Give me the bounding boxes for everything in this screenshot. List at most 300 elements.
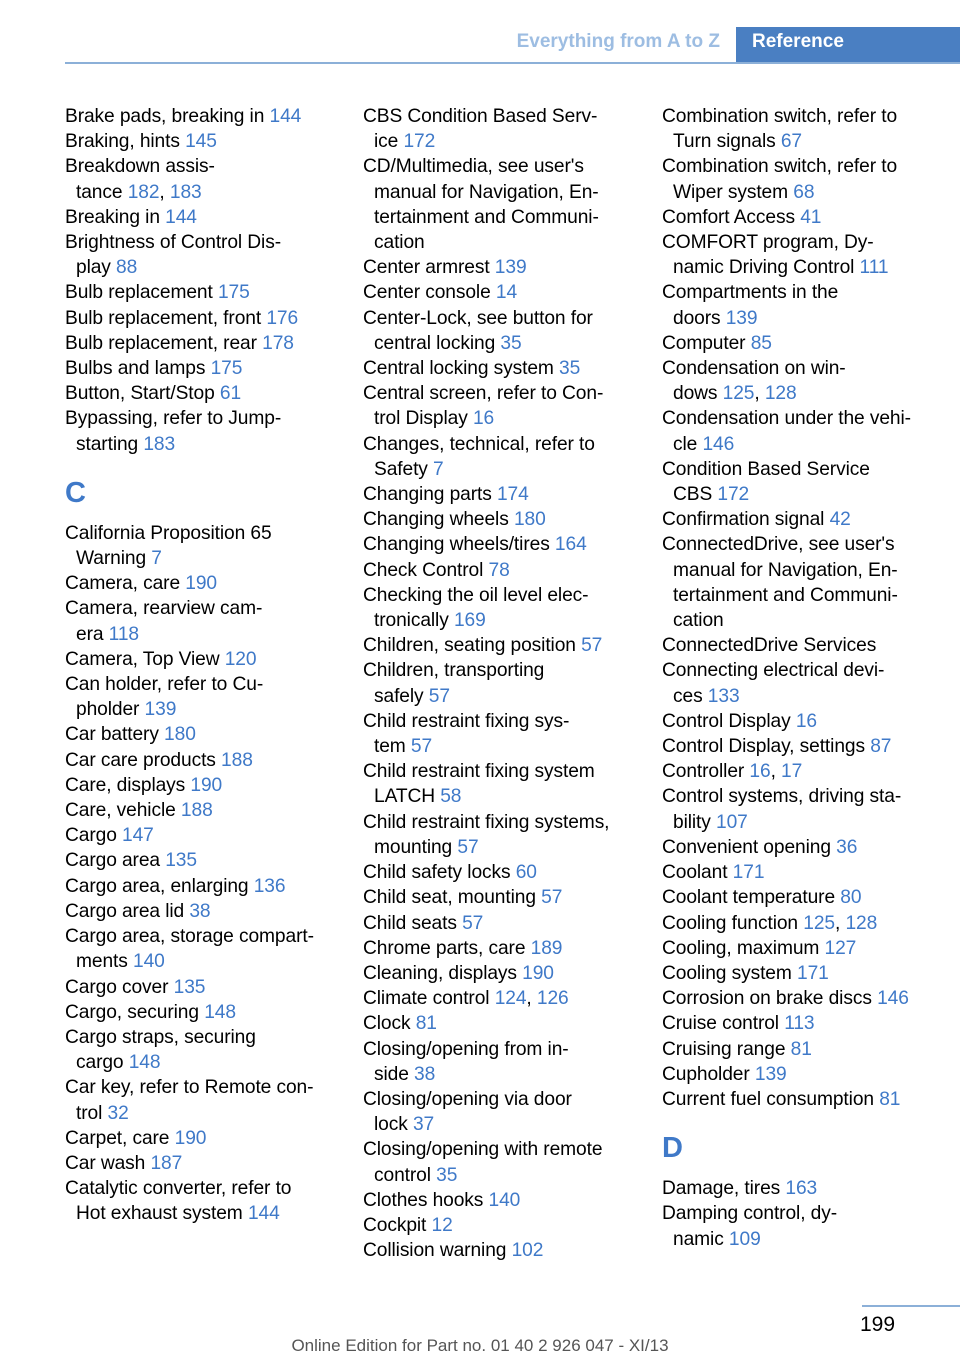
index-entry [363,432,631,482]
entry-text: Cooling, maximum [662,937,820,959]
index-column-3 [662,104,930,1252]
page-ref-link[interactable]: 57 [462,912,484,934]
page-ref-link[interactable]: 81 [415,1013,437,1035]
page-ref-link[interactable]: 144 [269,106,302,127]
index-entry [65,975,333,1000]
page-ref-link[interactable]: 102 [511,1240,544,1262]
page-ref-link[interactable]: 109 [728,1228,761,1250]
entry-text: Changing wheels [363,509,509,531]
index-entry [363,154,631,255]
index-entry [363,356,631,381]
entry-text: Condensation on win- [662,358,846,380]
page-number: 199 [860,1313,896,1336]
page-ref-link[interactable]: 57 [457,836,479,858]
entry-text: Brake pads, breaking in [65,106,265,127]
index-entry [662,154,930,204]
entry-text: Care, displays [65,774,186,796]
index-entry: Cooling function 125, 128 [662,912,878,934]
entry-text: tance [76,181,123,203]
entry-text: Warning [76,548,147,570]
entry-text: Cleaning, displays [363,962,517,984]
entry-text: CBS Condition Based Serv- [363,106,598,127]
entry-text: Coolant temperature [662,887,836,909]
entry-text: ConnectedDrive, see user's [662,534,895,556]
page-ref-link[interactable]: 183 [169,181,202,203]
entry-text: Center armrest [363,257,490,279]
page-ref-link[interactable]: 81 [879,1088,901,1110]
entry-text: Damage, tires [662,1178,781,1200]
page-ref-link[interactable]: 38 [189,900,211,922]
index-entry [363,810,631,860]
index-entry [662,1037,930,1062]
page-ref-link[interactable]: 60 [515,862,537,884]
index-entry [65,1025,333,1075]
entry-text: Connecting electrical devi- [662,660,885,682]
entry-text: Cargo cover [65,976,169,998]
entry-text: doors [673,307,721,329]
entry-text: ments [76,951,128,973]
page-ref-link[interactable]: 124 [494,988,527,1010]
index-entry [662,230,930,280]
entry-text: Cooling system [662,962,792,984]
page-ref-link[interactable]: 125 [722,383,755,405]
page-ref-link[interactable]: 133 [707,685,740,707]
entry-text: Closing/opening via door [363,1088,572,1110]
entry-text: Clock [363,1013,411,1035]
index-entry [65,104,333,129]
entry-text: tronically [374,610,449,632]
entry-text: Combination switch, refer to [662,106,898,127]
page-ref-link[interactable]: 169 [453,610,486,632]
page-ref-link[interactable]: 113 [784,1013,815,1035]
entry-text: Control systems, driving sta- [662,786,902,808]
page-ref-link[interactable]: 118 [108,623,139,645]
index-entry [65,1126,333,1151]
index-entry [65,773,333,798]
page-ref-link[interactable]: 139 [494,257,527,279]
entry-text: Cargo area lid [65,900,185,922]
index-entry [662,457,930,507]
entry-text: Safety [374,458,428,480]
entry-text: Controller [662,761,745,783]
index-entry [363,1213,631,1238]
index-entry [363,1011,631,1036]
page-ref-link[interactable]: 111 [859,257,889,279]
index-entry [662,532,930,633]
index-entry [363,255,631,280]
page-ref-link[interactable]: 139 [725,307,758,329]
page-ref-link[interactable]: 188 [221,749,253,771]
entry-text: Children, seating position [363,635,576,657]
entry-text: Center console [363,282,491,304]
entry-text: tem [374,736,406,758]
page-ref-link[interactable]: 187 [150,1152,183,1174]
index-entry [662,331,930,356]
page-ref-link[interactable]: 125 [803,912,835,934]
page-ref-link[interactable]: 37 [412,1114,435,1136]
index-entry [662,860,930,885]
entry-text: Closing/opening from in- [363,1038,569,1060]
page-ref-link[interactable]: 182 [127,181,160,203]
index-entry [662,784,930,834]
index-entry [65,1151,333,1176]
entry-text: Coolant [662,862,728,884]
section-title: Everything from A to Z [516,31,720,52]
page-ref-link[interactable]: 144 [165,206,197,228]
entry-text: Child safety locks [363,862,511,884]
page-ref-link[interactable]: 38 [414,1063,436,1085]
page-ref-link[interactable]: 128 [764,383,797,405]
entry-text: California Proposition 65 [65,522,272,544]
index-entry [65,823,333,848]
page-ref-link[interactable]: 57 [410,736,433,758]
entry-text: manual for Navigation, En- [673,559,898,581]
entry-text: Cruise control [662,1013,779,1035]
index-entry [662,709,930,734]
page-ref-link[interactable]: 146 [702,433,735,455]
entry-text: Damping control, dy- [662,1203,838,1225]
entry-text: Braking, hints [65,131,180,153]
page-ref-link[interactable]: 78 [488,559,510,581]
index-entry [65,521,333,571]
index-entry [65,381,333,406]
index-entry [65,230,333,280]
index-entry: Breakdown assis- tance 182, 183 [65,156,215,203]
page-ref-link[interactable]: 32 [107,1102,129,1124]
page-ref-link[interactable]: 16 [472,408,495,430]
entry-text: Child seat, mounting [363,887,536,909]
page-ref-link[interactable]: 180 [513,509,546,531]
index-entry [662,986,930,1011]
index-entry [65,924,333,974]
index-entry [65,596,333,646]
entry-text: namic Driving Control [673,257,855,279]
index-entry [65,748,333,773]
entry-text: Central locking system [363,358,554,380]
index-entry [662,835,930,860]
index-entry [363,507,631,532]
index-entry [65,798,333,823]
entry-text: Comfort Access [662,206,795,228]
index-entry [65,356,333,381]
entry-text: era [76,623,104,645]
entry-text: Current fuel consumption [662,1088,874,1110]
index-entry [662,633,930,658]
entry-text: Brightness of Control Dis- [65,232,282,254]
index-entry [363,1188,631,1213]
page-ref-link[interactable]: 180 [164,724,196,746]
page-ref-link[interactable]: 144 [247,1203,280,1225]
entry-text: Cooling function [662,912,799,934]
page-ref-link[interactable]: 41 [800,206,822,228]
entry-text: Changing parts [363,484,492,506]
index-entry [363,1087,631,1137]
index-entry [662,104,930,154]
entry-text: lock [374,1114,408,1136]
page-ref-link[interactable]: 61 [219,383,242,405]
index-entry [363,558,631,583]
index-letter-heading: D [662,1132,683,1165]
entry-text: ConnectedDrive Services [662,635,877,657]
entry-text: cargo [76,1052,124,1074]
entry-text: Wiper system [673,181,789,203]
entry-text: manual for Navigation, En- [374,181,599,203]
entry-text: Clothes hooks [363,1189,484,1211]
entry-text: Bulb replacement, front [65,307,262,329]
page-ref-link[interactable]: 35 [500,332,522,354]
index-entry [363,658,631,708]
entry-text: CBS [673,484,713,506]
page-ref-link[interactable]: 139 [144,699,177,721]
entry-text: Combination switch, refer to [662,156,898,178]
page-ref-link[interactable]: 140 [488,1189,521,1211]
page-ref-link[interactable]: 190 [185,573,217,595]
entry-text: CD/Multimedia, see user's [363,156,584,178]
index-entry: Controller 16, 17 [662,761,803,783]
entry-text: Child restraint fixing system [363,761,595,783]
page-ref-link[interactable]: 174 [496,484,529,506]
page-ref-link[interactable]: 120 [224,648,257,670]
page-ref-link[interactable]: 128 [845,912,878,934]
entry-text: bility [673,811,711,833]
entry-text: Cargo, securing [65,1001,199,1023]
page-ref-link[interactable]: 88 [116,257,138,279]
index-entry [662,1201,930,1251]
page-ref-link[interactable]: 36 [836,836,858,858]
entry-text: LATCH [374,786,435,808]
entry-text: Condensation under the vehi- [662,408,911,430]
index-entry: Condensation on win- dows 125, 128 [662,358,846,405]
index-entry [662,205,930,230]
page-ref-link[interactable]: 17 [781,761,803,783]
page-ref-link[interactable]: 178 [262,332,294,354]
index-entry [65,1075,333,1125]
entry-text: Cargo area, enlarging [65,875,249,897]
page-ref-link[interactable]: 126 [536,988,569,1010]
page-ref-link[interactable]: 190 [522,962,554,984]
page-ref-link[interactable]: 7 [433,458,444,480]
page-ref-link[interactable]: 172 [403,131,436,153]
entry-text: Chrome parts, care [363,937,526,959]
entry-text: Convenient opening [662,836,831,858]
entry-text: Carpet, care [65,1127,170,1149]
entry-text: Bulb replacement, rear [65,332,257,354]
entry-text: Care, vehicle [65,800,176,822]
entry-text: ces [673,685,703,707]
entry-text: Cargo [65,825,117,847]
index-entry [65,848,333,873]
page-ref-link[interactable]: 171 [732,862,765,884]
entry-text: Hot exhaust system [76,1203,243,1225]
page-ref-link[interactable]: 172 [717,484,750,506]
page-ref-link[interactable]: 146 [877,988,909,1010]
entry-text: Button, Start/Stop [65,383,215,405]
index-entry [65,205,333,230]
index-entry [363,936,631,961]
index-entry [65,406,333,456]
entry-text: Camera, Top View [65,648,220,670]
page-ref-link[interactable]: 163 [785,1178,818,1200]
page-ref-link[interactable]: 189 [530,937,563,959]
page-ref-link[interactable]: 190 [174,1127,207,1149]
entry-text: Child seats [363,912,457,934]
index-entry [662,936,930,961]
index-entry [363,885,631,910]
entry-text: Children, transporting [363,660,545,682]
entry-text: Cargo straps, securing [65,1026,256,1048]
index-entry [65,280,333,305]
page-ref-link[interactable]: 147 [122,825,154,847]
page-ref-link[interactable]: 7 [151,548,162,570]
index-entry [363,1137,631,1187]
entry-text: Car key, refer to Remote con- [65,1077,314,1099]
page-ref-link[interactable]: 14 [495,282,518,304]
index-entry [662,734,930,759]
entry-text: trol Display [374,408,468,430]
page-ref-link[interactable]: 67 [780,131,802,153]
index-entry [65,899,333,924]
page-ref-link[interactable]: 145 [185,131,217,153]
entry-text: Checking the oil level elec- [363,584,589,606]
index-entry [65,874,333,899]
entry-text: Compartments in the [662,282,839,304]
index-entry [65,647,333,672]
page-ref-link[interactable]: 139 [754,1063,787,1085]
index-entry [363,482,631,507]
page-ref-link[interactable]: 57 [428,685,450,707]
entry-text: Cargo area [65,850,160,872]
page-ref-link[interactable]: 57 [541,887,563,909]
entry-text: COMFORT program, Dy- [662,232,874,254]
footer-rule [862,1305,960,1307]
entry-text: mounting [374,836,453,858]
index-entry [363,306,631,356]
page-header [65,27,960,64]
entry-text: side [374,1063,409,1085]
page-ref-link[interactable]: 87 [870,736,892,758]
page-ref-link[interactable]: 16 [749,761,771,783]
entry-text: central locking [374,332,496,354]
page-ref-link[interactable]: 107 [716,811,748,833]
entry-text: Changing wheels/tires [363,534,550,556]
page-ref-link[interactable]: 16 [795,710,817,732]
page-ref-link[interactable]: 85 [750,332,772,354]
entry-text: cation [673,610,724,632]
index-entry [662,658,930,708]
page-ref-link[interactable]: 80 [840,887,862,909]
entry-text: Car wash [65,1152,146,1174]
index-entry [65,129,333,154]
page-ref-link[interactable]: 58 [440,786,462,808]
entry-text: Confirmation signal [662,509,825,531]
page-ref-link[interactable]: 175 [210,358,243,380]
reference-tab: Reference [736,27,960,62]
entry-text: Breakdown assis- [65,156,215,178]
entry-text: Can holder, refer to Cu- [65,674,264,696]
index-entry [662,885,930,910]
entry-text: Bulb replacement [65,282,213,304]
page-ref-link[interactable]: 190 [190,774,223,796]
index-entry [65,571,333,596]
index-entry [363,1238,631,1263]
index-entry [363,1037,631,1087]
entry-text: trol [76,1102,103,1124]
page-ref-link[interactable]: 140 [133,951,165,973]
index-column-1 [65,104,333,1227]
entry-text: Control Display [662,710,791,732]
page-ref-link[interactable]: 127 [824,937,857,959]
page-ref-link[interactable]: 12 [431,1214,453,1236]
entry-text: namic [673,1228,724,1250]
entry-text: Collision warning [363,1240,507,1262]
index-entry [363,709,631,759]
page-ref-link[interactable]: 183 [143,433,176,455]
entry-text: pholder [76,699,140,721]
entry-text: Catalytic converter, refer to [65,1178,292,1200]
index-entry [363,633,631,658]
page-ref-link[interactable]: 175 [217,282,250,304]
page-ref-link[interactable]: 35 [436,1164,458,1186]
page-ref-link[interactable]: 135 [173,976,206,998]
index-entry [662,1011,930,1036]
entry-text: Turn signals [673,131,776,153]
index-entry [662,961,930,986]
index-entry [363,961,631,986]
index-entry [662,507,930,532]
page-ref-link[interactable]: 148 [128,1052,161,1074]
index-entry [363,280,631,305]
page-ref-link[interactable]: 35 [559,358,581,380]
index-entry [65,331,333,356]
entry-text: Corrosion on brake discs [662,988,872,1010]
entry-text: Camera, rearview cam- [65,598,263,620]
entry-text: Climate control [363,988,490,1010]
page-ref-link[interactable]: 188 [180,800,213,822]
entry-text: Bulbs and lamps [65,358,206,380]
index-entry [363,759,631,809]
entry-text: Condition Based Service [662,458,870,480]
entry-text: Child restraint fixing sys- [363,710,570,732]
page-ref-link[interactable]: 136 [253,875,286,897]
entry-text: cation [374,232,425,254]
entry-text: Cockpit [363,1214,427,1236]
page-ref-link[interactable]: 42 [829,509,851,531]
entry-text: Central screen, refer to Con- [363,383,604,405]
index-entry: Climate control 124, 126 [363,988,569,1010]
index-entry [662,406,930,456]
page-ref-link[interactable]: 68 [793,181,815,203]
page-ref-link[interactable]: 171 [797,962,829,984]
index-entry [363,583,631,633]
page-ref-link[interactable]: 148 [204,1001,236,1023]
page-ref-link[interactable]: 81 [790,1038,812,1060]
entry-text: cle [673,433,698,455]
page-ref-link[interactable]: 135 [165,850,197,872]
entry-text: Camera, care [65,573,181,595]
page-ref-link[interactable]: 164 [554,534,587,556]
index-letter-heading: C [65,476,86,509]
entry-text: ice [374,131,399,153]
entry-text: control [374,1164,431,1186]
page-ref-link[interactable]: 176 [266,307,299,329]
entry-text: Bypassing, refer to Jump- [65,408,282,430]
entry-text: Car battery [65,724,159,746]
page-ref-link[interactable]: 57 [581,635,603,657]
entry-text: starting [76,433,139,455]
index-entry [363,860,631,885]
entry-text: tertainment and Communi- [673,584,898,606]
entry-text: dows [673,383,718,405]
